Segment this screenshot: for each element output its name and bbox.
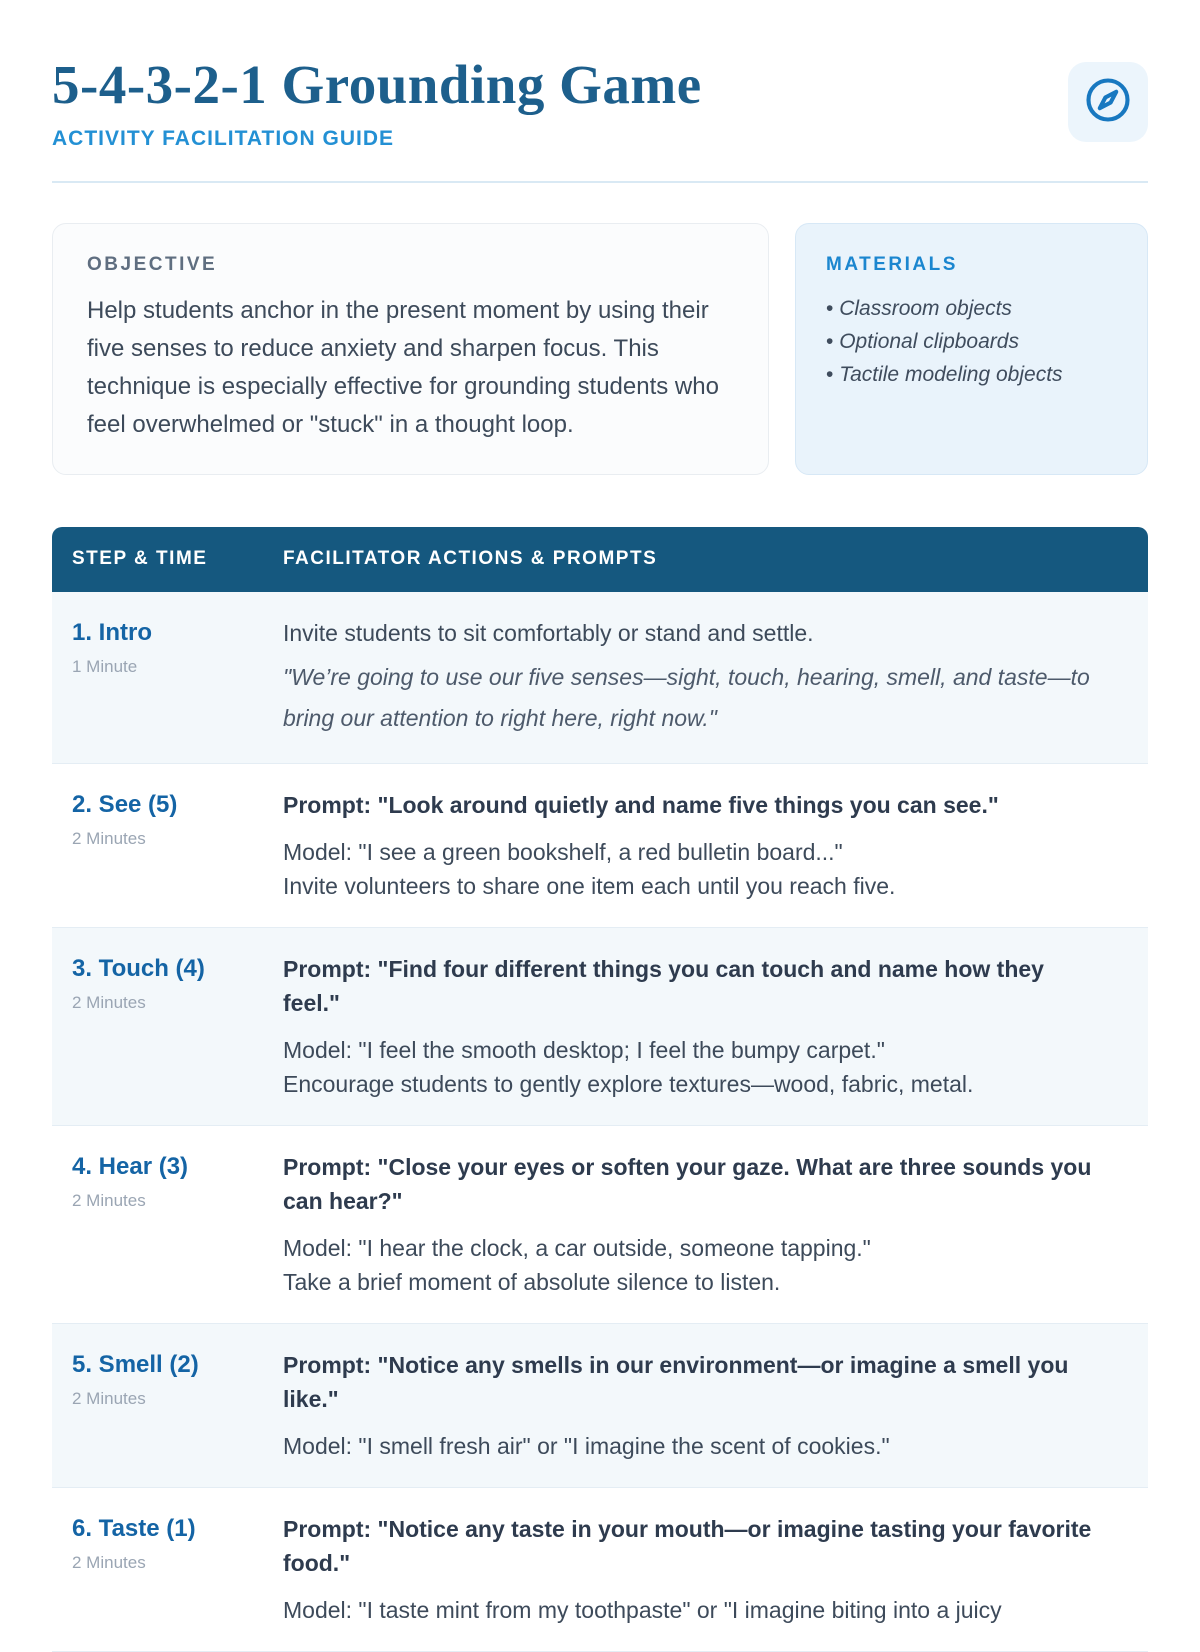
step-duration: 2 Minutes (72, 992, 146, 1012)
materials-list (826, 292, 1117, 391)
table-row (52, 1324, 1148, 1488)
table-row (52, 928, 1148, 1126)
step-title: 5. Smell (2) (72, 1350, 199, 1378)
step-cell (52, 1488, 283, 1651)
model-text: Model: "I see a green bookshelf, a red bulletin board..." (283, 838, 843, 865)
prompt-text: Prompt: "Close your eyes or soften your gaze. What are three sounds you can hear?" (283, 1153, 1092, 1214)
objective-label: OBJECTIVE (87, 253, 218, 275)
page-header (52, 56, 1148, 151)
step-title: 3. Touch (4) (72, 954, 205, 982)
title-block (52, 56, 702, 151)
info-boxes (52, 223, 1148, 475)
table-row (52, 1126, 1148, 1324)
model-text: Model: "I taste mint from my toothpaste" or "I imagine biting into a juicy (283, 1596, 1002, 1623)
table-row (52, 764, 1148, 928)
table-header-row (52, 527, 1148, 592)
action-text: Invite students to sit comfortably or stand and settle. (283, 619, 814, 646)
model-text: Model: "I smell fresh air" or "I imagine the scent of cookies." (283, 1432, 890, 1459)
materials-item: • Classroom objects (826, 292, 1117, 325)
page-subtitle: ACTIVITY FACILITATION GUIDE (52, 126, 394, 150)
step-duration: 1 Minute (72, 656, 138, 676)
prompt-text: Prompt: "Find four different things you can touch and name how they feel." (283, 955, 1044, 1016)
model-text: Model: "I feel the smooth desktop; I feel the bumpy carpet." (283, 1036, 885, 1063)
step-title: 1. Intro (72, 618, 153, 646)
objective-text: Help students anchor in the present moment by using their five senses to reduce anxiety and sharpen focus. This technique is especially effective for grounding students who feel overwhelmed or "stuck" in a thought loop. (87, 296, 719, 438)
materials-item: • Tactile modeling objects (826, 358, 1117, 391)
step-duration: 2 Minutes (72, 1552, 146, 1572)
actions-cell (283, 1488, 1148, 1651)
action-text: Take a brief moment of absolute silence to listen. (283, 1268, 781, 1295)
compass-icon-badge (1068, 62, 1148, 142)
action-text: Encourage students to gently explore textures—wood, fabric, metal. (283, 1070, 974, 1097)
materials-label: MATERIALS (826, 253, 958, 275)
step-duration: 2 Minutes (72, 828, 146, 848)
materials-box (795, 223, 1148, 475)
action-text: Invite volunteers to share one item each until you reach five. (283, 872, 896, 899)
step-cell (52, 1126, 283, 1323)
compass-icon (1082, 74, 1134, 131)
step-title: 4. Hear (3) (72, 1152, 189, 1180)
table-row (52, 1488, 1148, 1652)
materials-item: • Optional clipboards (826, 325, 1117, 358)
step-cell (52, 928, 283, 1125)
step-title: 6. Taste (1) (72, 1514, 196, 1542)
column-header-actions: FACILITATOR ACTIONS & PROMPTS (283, 548, 658, 570)
header-divider (52, 181, 1148, 183)
actions-cell (283, 1126, 1148, 1323)
step-cell (52, 764, 283, 927)
facilitation-table (52, 527, 1148, 1652)
step-duration: 2 Minutes (72, 1388, 146, 1408)
prompt-text: Prompt: "Look around quietly and name five things you can see." (283, 791, 999, 818)
model-text: Model: "I hear the clock, a car outside, someone tapping." (283, 1234, 871, 1261)
page-title: 5-4-3-2-1 Grounding Game (52, 54, 702, 115)
step-cell (52, 592, 283, 763)
objective-box (52, 223, 769, 475)
step-duration: 2 Minutes (72, 1190, 146, 1210)
facilitator-quote: "We’re going to use our five senses—sight, touch, hearing, smell, and taste—to bring our attention to right here, right now." (283, 663, 1090, 731)
table-row (52, 592, 1148, 764)
actions-cell (283, 1324, 1148, 1487)
actions-cell (283, 928, 1148, 1125)
step-cell (52, 1324, 283, 1487)
actions-cell (283, 592, 1148, 763)
column-header-step-time: STEP & TIME (72, 548, 208, 570)
actions-cell (283, 764, 1148, 927)
prompt-text: Prompt: "Notice any taste in your mouth—or imagine tasting your favorite food." (283, 1515, 1092, 1576)
step-title: 2. See (5) (72, 790, 178, 818)
prompt-text: Prompt: "Notice any smells in our environment—or imagine a smell you like." (283, 1351, 1069, 1412)
